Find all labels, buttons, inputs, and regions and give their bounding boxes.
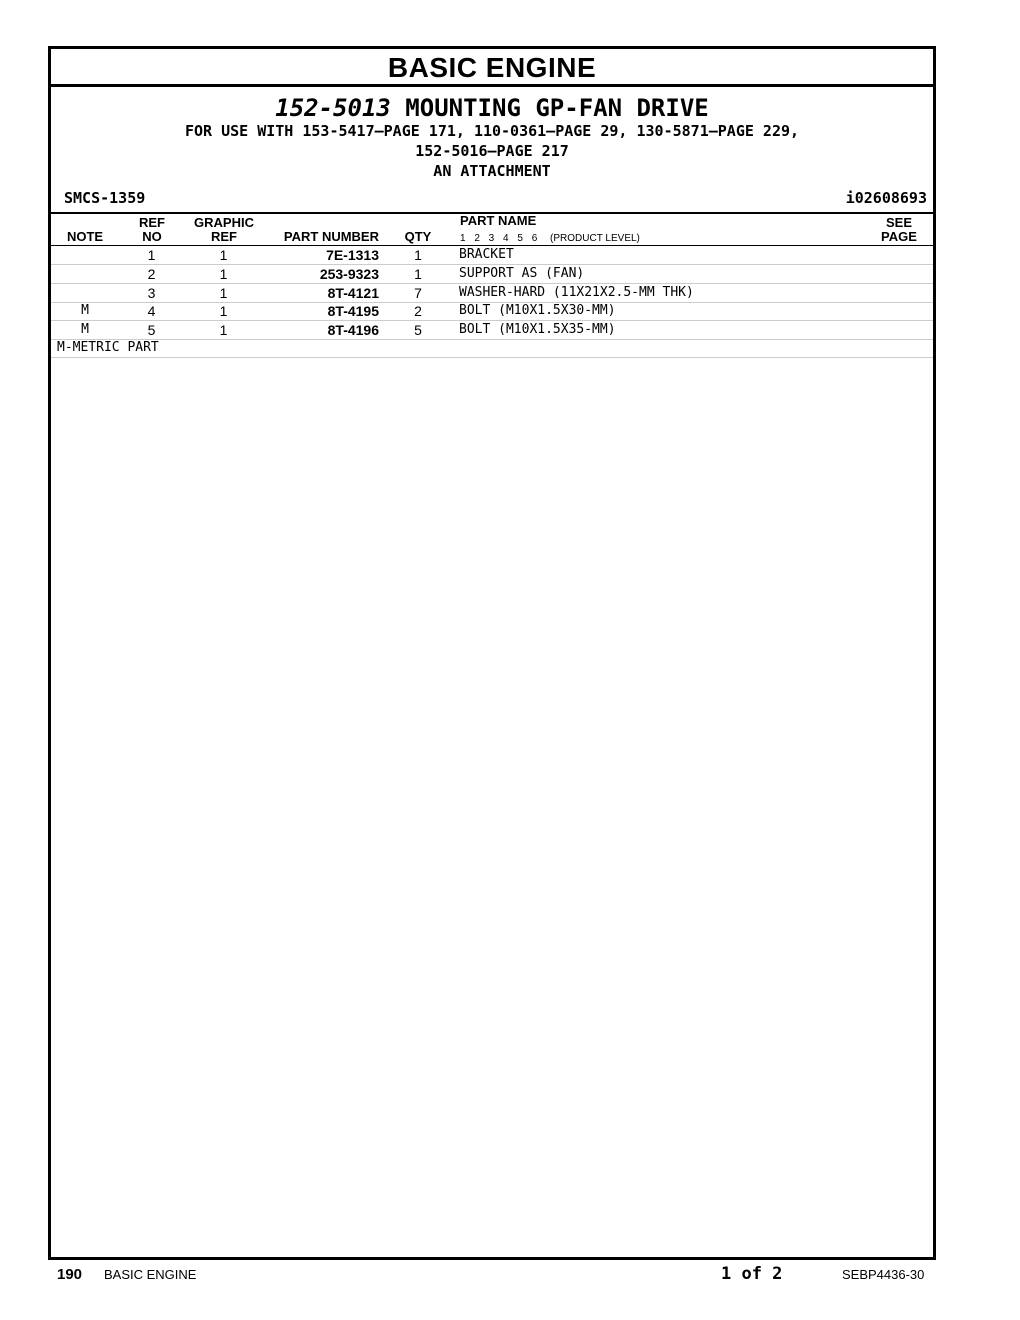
group-title [51,94,933,122]
smcs-code: SMCS-1359 [64,189,146,207]
header-part-number: PART NUMBER [283,229,379,244]
group-name: MOUNTING GP-FAN DRIVE [405,94,709,122]
row-graphic-ref: 1 [219,266,228,282]
footnote-metric: M-METRIC PART [57,340,159,355]
table-row [51,284,933,303]
group-part-number: 152-5013 [275,94,391,122]
row-part-number: 253-9323 [319,266,379,282]
footnote-row [51,339,933,358]
product-levels [460,233,640,244]
footer-page-number: 190 [57,1266,83,1283]
header-part-name: PART NAME [460,213,537,228]
row-qty: 1 [414,247,422,263]
row-part-name: WASHER-HARD (11X21X2.5-MM THK) [459,285,694,300]
header-note: NOTE [66,229,104,244]
row-graphic-ref: 1 [219,322,228,338]
row-part-name: SUPPORT AS (FAN) [459,266,585,281]
row-part-name: BOLT (M10X1.5X30-MM) [459,303,616,318]
header-graphic-ref-top: GRAPHIC [194,215,254,230]
footer-document-number: SEBP4436-30 [842,1267,925,1282]
row-qty: 7 [414,285,422,301]
table-row [51,265,933,284]
use-with-line-2: 152-5016—PAGE 217 [415,142,569,160]
row-part-name: BOLT (M10X1.5X35-MM) [459,322,616,337]
row-ref-no: 2 [147,266,156,282]
use-with-line-3: AN ATTACHMENT [433,162,551,180]
row-ref-no: 4 [147,303,156,319]
row-ref-no: 5 [147,322,156,338]
header-see-page-top: SEE [885,215,912,230]
header-qty: QTY [404,229,432,244]
footer-page-count: 1 of 2 [721,1264,783,1284]
row-note: M [81,322,89,337]
use-with-line-1: FOR USE WITH 153-5417—PAGE 171, 110-0361—PAGE 29, 130-5871—PAGE 229, [184,122,800,140]
table-row [51,246,933,265]
table-row [51,321,933,340]
header-graphic-ref-bottom: REF [211,229,237,244]
header-ref-no-bottom: NO [142,229,162,244]
section-title: BASIC ENGINE [51,49,933,87]
row-qty: 2 [414,303,422,319]
row-qty: 1 [414,266,422,282]
row-part-number: 8T-4196 [327,322,379,338]
row-ref-no: 3 [147,285,156,301]
row-graphic-ref: 1 [219,285,228,301]
row-part-number: 7E-1313 [326,247,379,263]
product-level-numbers: 1 2 3 4 5 6 [460,233,538,244]
header-ref-no-top: REF [139,215,165,230]
row-part-name: BRACKET [459,247,514,262]
footer-section: BASIC ENGINE [104,1267,197,1282]
row-note: M [81,303,89,318]
row-graphic-ref: 1 [219,303,228,319]
row-part-number: 8T-4121 [327,285,379,301]
table-row [51,302,933,321]
page-frame [48,46,936,1260]
row-ref-no: 1 [147,247,156,263]
row-part-number: 8T-4195 [327,303,379,319]
illustration-id: i02608693 [845,189,927,207]
row-qty: 5 [414,322,422,338]
header-see-page-bottom: PAGE [881,229,917,244]
product-level-label: (PRODUCT LEVEL) [550,233,640,244]
row-graphic-ref: 1 [219,247,228,263]
